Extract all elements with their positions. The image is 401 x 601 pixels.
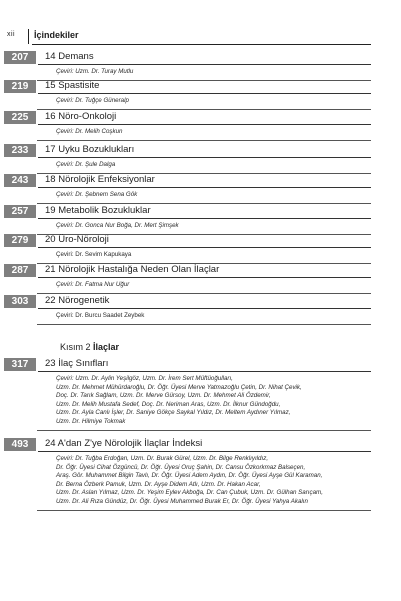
chapter-title: 23 İlaç Sınıfları [45, 358, 109, 369]
title-rule [38, 371, 371, 372]
translator-line: Çeviri: Dr. Tuğçe Güneralp [56, 97, 129, 104]
translator-credits [56, 222, 370, 231]
page-number-box: 257 [4, 205, 36, 218]
translator-line: Çeviri: Dr. Burcu Saadet Zeybek [56, 312, 145, 319]
page-number-box: 279 [4, 234, 36, 247]
page-number-box: 225 [4, 111, 36, 124]
translator-credits [56, 251, 370, 260]
translator-credits [56, 375, 370, 427]
translator-line: Çeviri: Dr. Şule Dalga [56, 161, 116, 168]
translator-line: Uzm. Dr. Melih Mustafa Sedef, Doç. Dr. Neriman Aras, Uzm. Dr. İlknur Gündoğdu, [56, 400, 281, 408]
running-header [0, 29, 401, 45]
translator-line: Doç. Dr. Tarık Sağlam, Uzm. Dr. Merve Gürsoy, Uzm. Dr. Mehmet Ali Özdemir, [56, 392, 271, 400]
entry-separator [37, 510, 371, 511]
translator-credits [56, 455, 370, 507]
translator-line: Çeviri: Dr. Fatma Nur Uğur [56, 281, 130, 288]
chapter-title: 17 Uyku Bozuklukları [45, 144, 135, 155]
translator-line: Çeviri: Dr. Sevim Kapukaya [56, 251, 132, 258]
title-rule [38, 124, 371, 125]
part-label: Kısım 2 [60, 342, 91, 352]
header-title: İçindekiler [34, 30, 79, 40]
chapter-title: 14 Demans [45, 51, 94, 62]
page-number-box: 219 [4, 80, 36, 93]
title-rule [38, 157, 371, 158]
page-number-box: 303 [4, 295, 36, 308]
title-rule [38, 277, 371, 278]
translator-credits [56, 312, 370, 321]
entry-separator [37, 430, 371, 431]
translator-credits [56, 191, 370, 200]
translator-line: Uzm. Dr. Ali Rıza Gündüz, Dr. Öğr. Üyesi Muhammed Burak Er, Dr. Öğr. Üyesi Yahya Akalın [56, 497, 308, 505]
part-title: İlaçlar [93, 342, 120, 352]
translator-credits [56, 281, 370, 290]
translator-line: Çeviri: Dr. Melih Coşkun [56, 128, 123, 135]
translator-line: Uzm. Dr. Ayla Canlı İşler, Dr. Saniye Gökçe Saykal Yıldız, Dr. Meltem Aydıner Yılmaz, [56, 409, 291, 417]
title-rule [38, 187, 371, 188]
chapter-title: 18 Nörolojik Enfeksiyonlar [45, 174, 155, 185]
title-rule [38, 451, 371, 452]
page-number-box: 493 [4, 438, 36, 451]
entry-separator [37, 140, 371, 141]
translator-line: Dr. Berna Özberk Pamuk, Uzm. Dr. Ayşe Didem Atlı, Uzm. Dr. Hakan Acar, [56, 480, 261, 488]
page-number: xii [7, 31, 16, 38]
page-number-box: 317 [4, 358, 36, 371]
chapter-title: 15 Spastisite [45, 80, 100, 91]
title-rule [38, 93, 371, 94]
title-rule [38, 308, 371, 309]
translator-line: Araş. Gör. Muhammet Bilgin Tavlı, Dr. Öğr. Üyesi Adem Aydın, Dr. Öğr. Üyesi Ayşe Gül Karaman, [56, 472, 323, 480]
chapter-title: 22 Nörogenetik [45, 295, 110, 306]
page-number-box: 243 [4, 174, 36, 187]
title-rule [38, 64, 371, 65]
chapter-title: 16 Nöro-Onkoloji [45, 111, 117, 122]
translator-line: Uzm. Dr. Hilmiye Tokmak [56, 417, 126, 425]
translator-line: Çeviri: Dr. Tuğba Erdoğan, Uzm. Dr. Burak Gürel, Uzm. Dr. Bilge Renklıyıldız, [56, 455, 269, 462]
chapter-title: 19 Metabolik Bozukluklar [45, 205, 151, 216]
translator-credits [56, 97, 370, 106]
translator-line: Uzm. Dr. Aslan Yılmaz, Uzm. Dr. Yeşim Eylev Akboğa, Dr. Can Çubuk, Uzm. Dr. Gülhan Sarıçam, [56, 489, 323, 497]
page-number-box: 233 [4, 144, 36, 157]
translator-line: Çeviri: Uzm. Dr. Turay Mutlu [56, 68, 134, 75]
entry-separator [37, 324, 371, 325]
translator-credits [56, 161, 370, 170]
page-number-box: 207 [4, 51, 36, 64]
translator-line: Çeviri: Dr. Şebnem Sena Gök [56, 191, 138, 198]
translator-line: Uzm. Dr. Mehmet Mühürdaroğlu, Dr. Öğr. Üyesi Merve Yatmazoğlu Çetin, Dr. Nihat Çevik, [56, 383, 302, 391]
chapter-title: 24 A'dan Z'ye Nörolojik İlaçlar İndeksi [45, 438, 203, 449]
chapter-title: 20 Üro-Nöroloji [45, 234, 109, 245]
translator-credits [56, 68, 370, 77]
part-heading [60, 342, 119, 352]
translator-credits [56, 128, 370, 137]
header-rule [32, 44, 371, 45]
translator-line: Dr. Öğr. Üyesi Cihat Özgüncü, Dr. Öğr. Üyesi Oruç Şahin, Dr. Cansu Özkorkmaz Balseçen, [56, 463, 306, 471]
title-rule [38, 218, 371, 219]
title-rule [38, 247, 371, 248]
translator-line: Çeviri: Dr. Gonca Nur Boğa, Dr. Mert Şimşek [56, 222, 179, 229]
page-number-box: 287 [4, 264, 36, 277]
header-divider [28, 29, 29, 44]
translator-line: Çeviri: Uzm. Dr. Aylin Yeşilgöz, Uzm. Dr. İrem Sert Müftüoğulları, [56, 375, 233, 382]
chapter-title: 21 Nörolojik Hastalığa Neden Olan İlaçlar [45, 264, 220, 275]
